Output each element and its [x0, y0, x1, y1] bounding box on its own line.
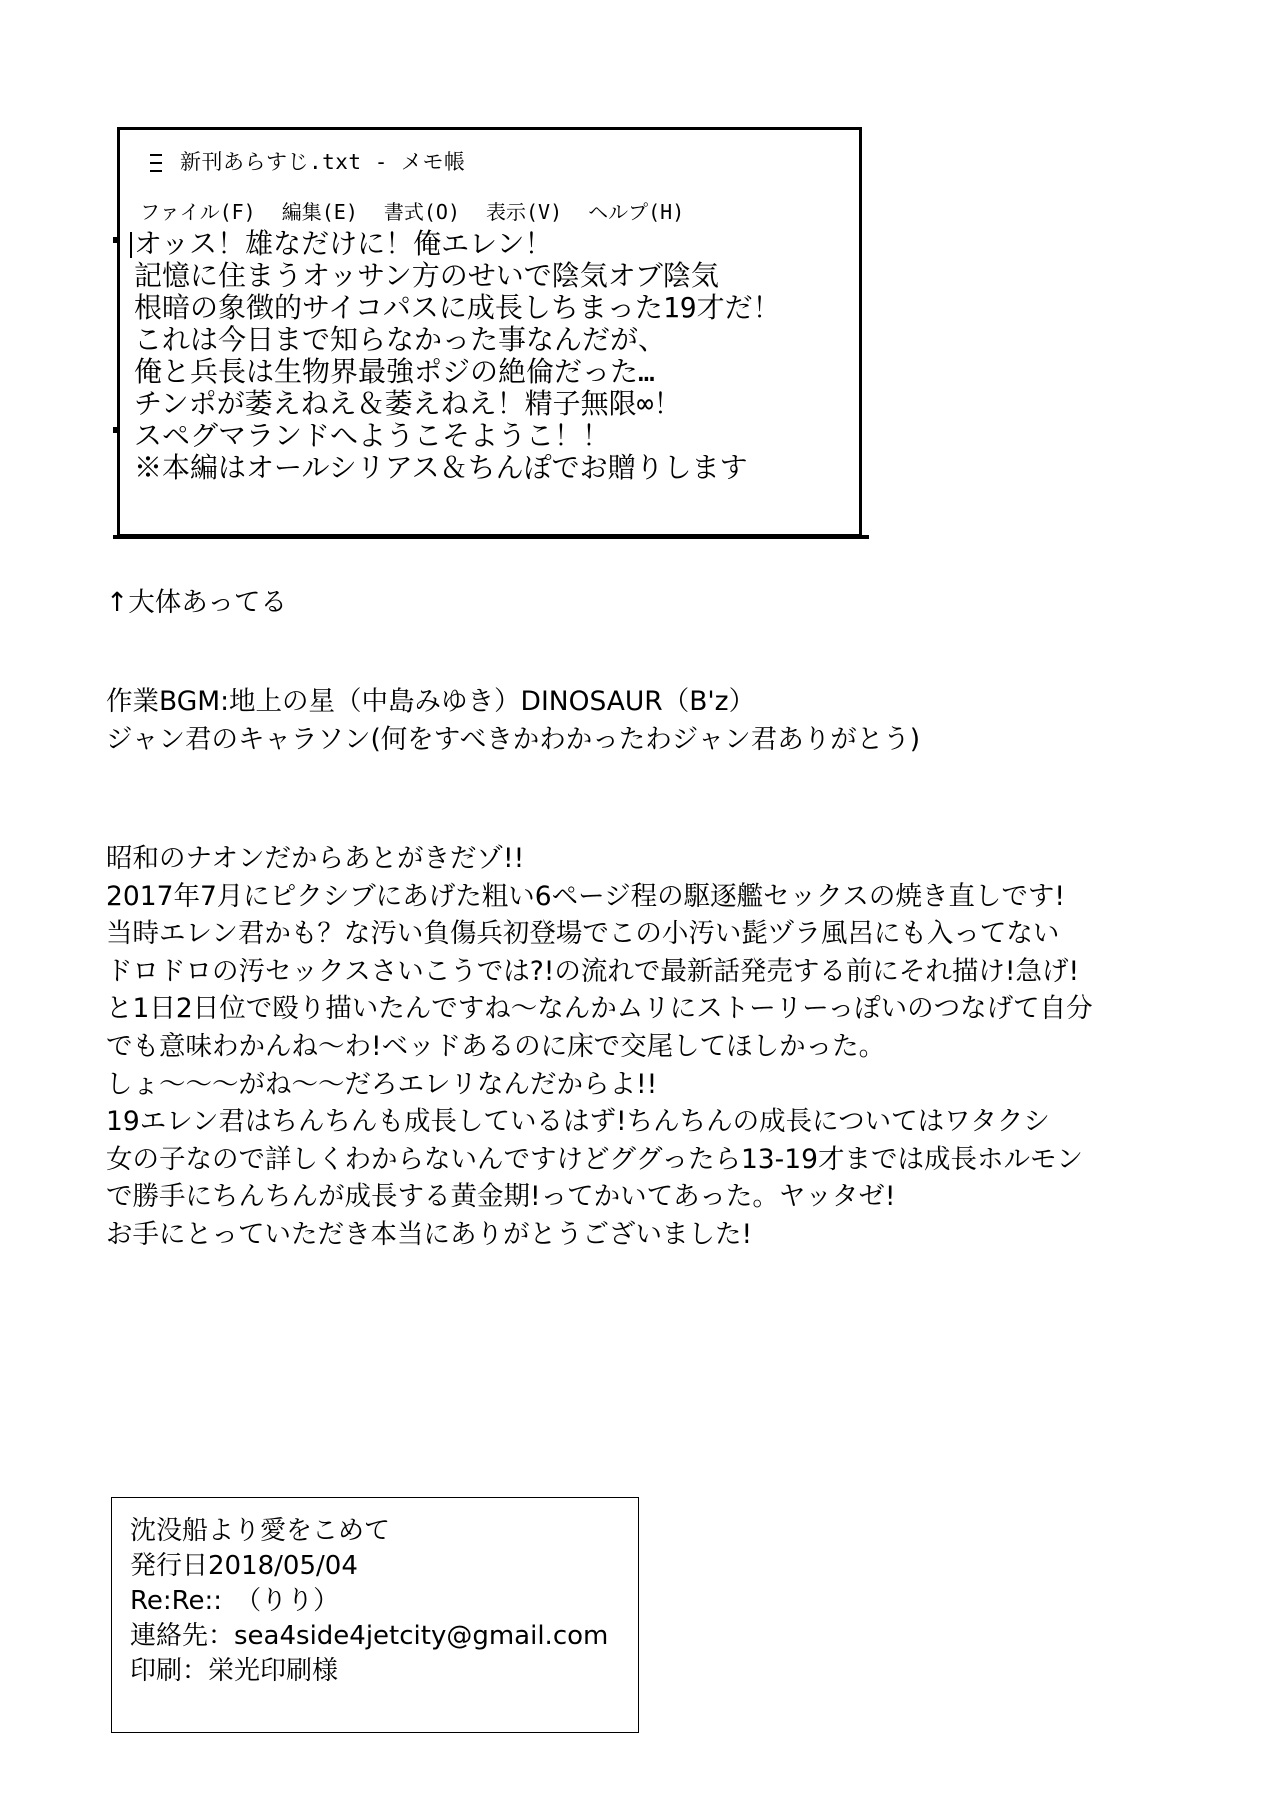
menu-format[interactable]: 書式(O) [383, 200, 460, 224]
colophon-box [111, 1497, 639, 1733]
notepad-line: 俺と兵長は生物界最強ポジの絶倫だった… [134, 355, 655, 388]
notepad-line: スペグマランドへようこそようこ！！ [134, 419, 611, 452]
notepad-text-area[interactable] [134, 228, 844, 484]
afterword-line: 当時エレン君かも？な汚い負傷兵初登場でこの小汚い髭ヅラ風呂にも入ってない [106, 918, 1060, 950]
afterword-line: 昭和のナオンだからあとがきだゾ!! [106, 843, 525, 874]
afterword-line: 19エレン君はちんちんも成長しているはず!ちんちんの成長についてはワタクシ [106, 1106, 1050, 1138]
colophon-circle: Re:Re:: （りり） [130, 1586, 340, 1616]
notepad-title: 新刊あらすじ.txt - メモ帳 [180, 150, 466, 174]
notepad-line: 根暗の象徴的サイコパスに成長しちまった19才だ！ [134, 291, 781, 324]
notepad-line: チンポが萎えねえ＆萎えねえ！精子無限∞！ [134, 387, 682, 420]
colophon-printer: 印刷：栄光印刷様 [130, 1656, 339, 1686]
afterword-line: で勝手にちんちんが成長する黄金期!ってかいてあった。ヤッタゼ! [106, 1181, 896, 1213]
notepad-menu-bar [140, 196, 684, 225]
colophon-date: 発行日2018/05/04 [130, 1551, 358, 1581]
afterword-block [106, 840, 1093, 1254]
menu-view[interactable]: 表示(V) [485, 200, 563, 224]
afterword-line: 女の子なので詳しくわからないんですけどググったら13-19才までは成長ホルモン [106, 1143, 1083, 1175]
left-tick-mark [113, 427, 117, 433]
bgm-line: ジャン君のキャラソン(何をすべきかわかったわジャン君ありがとう) [106, 724, 921, 755]
afterword-line: お手にとっていただき本当にありがとうございました! [106, 1218, 753, 1250]
notepad-bottom-line [113, 535, 869, 539]
notepad-window [117, 127, 862, 539]
afterword-line: しょ～～～がね～～だろエレリなんだからよ!! [106, 1068, 658, 1100]
colophon-lines [130, 1514, 608, 1689]
notepad-line: ※本編はオールシリアス＆ちんぽでお贈りします [134, 451, 748, 484]
notepad-line: 記憶に住まうオッサン方のせいで陰気オブ陰気 [134, 259, 719, 292]
afterword-line: と1日2日位で殴り描いたんですね～なんかムリにストーリーっぽいのつなげて自分 [106, 993, 1093, 1025]
notepad-line: オッス！雄なだけに！俺エレン！ [134, 227, 553, 260]
notepad-line: これは今日まで知らなかった事なんだが、 [134, 323, 667, 356]
text-caret [130, 232, 132, 258]
left-tick-mark [113, 237, 117, 243]
note-line: ↑大体あってる [106, 587, 287, 618]
menu-edit[interactable]: 編集(E) [281, 200, 358, 224]
colophon-contact: 連絡先：sea4side4jetcity@gmail.com [130, 1621, 609, 1651]
menu-file[interactable]: ファイル(F) [140, 200, 256, 224]
notepad-icon [146, 148, 166, 174]
colophon-title: 沈没船より愛をこめて [130, 1516, 391, 1546]
notepad-title-bar [146, 146, 466, 176]
afterword-line: でも意味わかんね～わ!ベッドあるのに床で交尾してほしかった。 [106, 1030, 886, 1062]
afterword-line: 2017年7月にピクシブにあげた粗い6ページ程の駆逐艦セックスの焼き直しです! [106, 880, 1065, 912]
bgm-line: 作業BGM:地上の星（中島みゆき）DINOSAUR（B'z） [106, 686, 756, 717]
bgm-block [106, 683, 920, 759]
menu-help[interactable]: ヘルプ(H) [588, 200, 685, 224]
afterword-line: ドロドロの汚セックスさいこうでは?!の流れで最新話発売する前にそれ描け!急げ! [106, 955, 1080, 987]
